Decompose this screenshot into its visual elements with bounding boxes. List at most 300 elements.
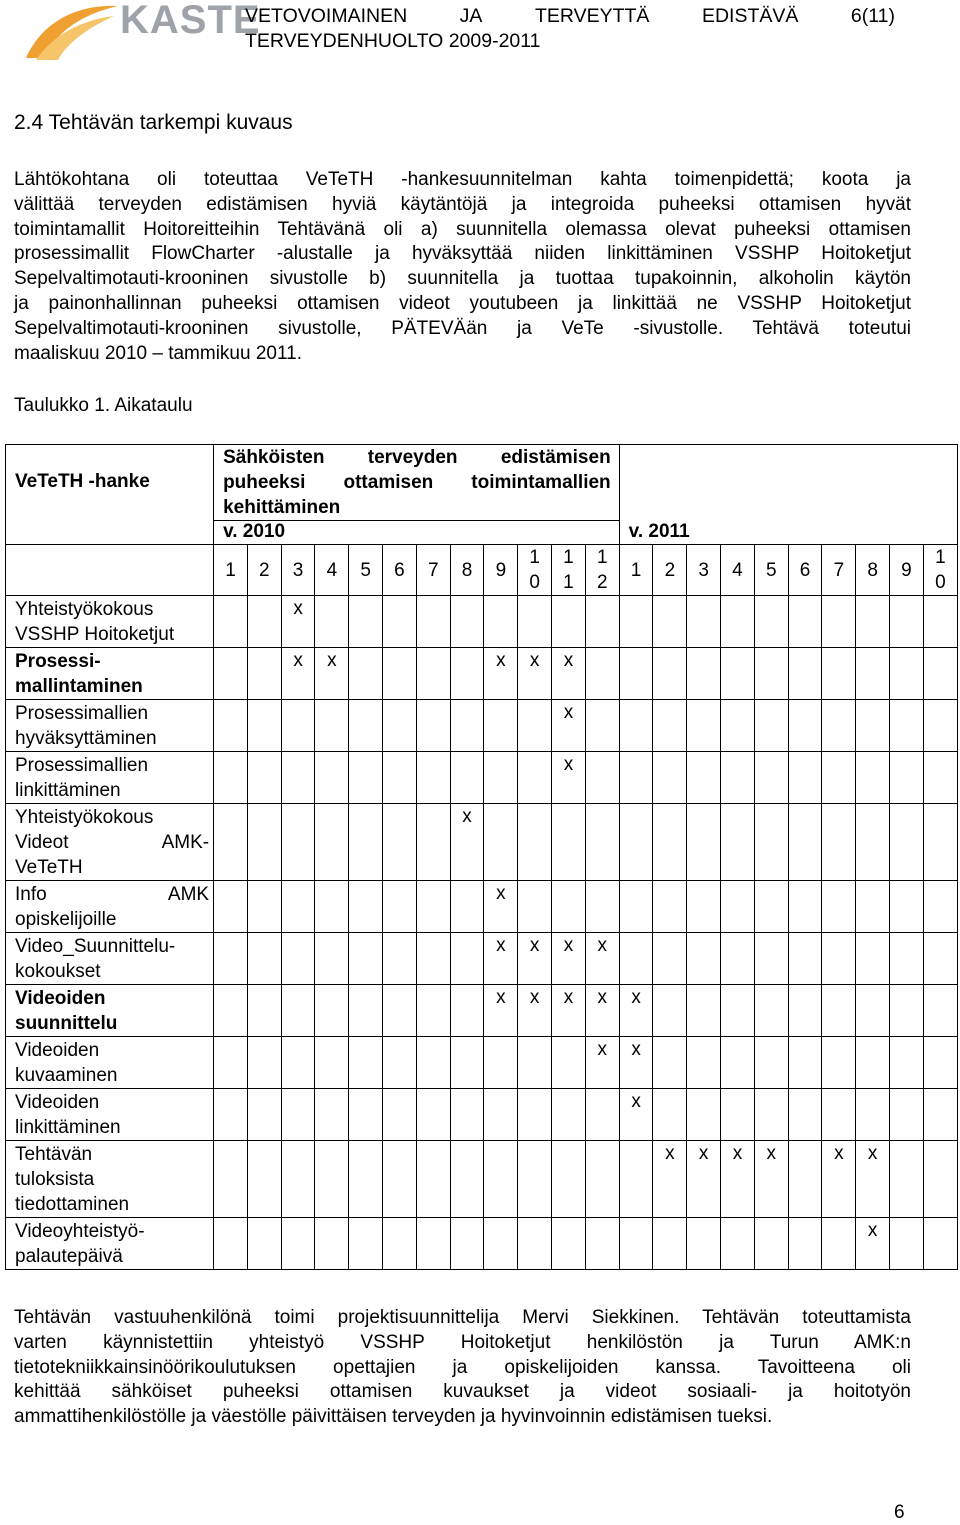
schedule-cell xyxy=(349,1089,383,1141)
activity-label-text: Videoiden xyxy=(15,988,106,1009)
schedule-cell xyxy=(484,985,518,1037)
schedule-cell xyxy=(281,596,315,648)
activity-label-line xyxy=(15,1244,209,1269)
month-digit: 2 xyxy=(258,559,270,581)
schedule-cell xyxy=(315,648,349,700)
schedule-cell xyxy=(349,933,383,985)
schedule-cell xyxy=(518,752,552,804)
month-digit: 5 xyxy=(765,559,777,581)
schedule-cell xyxy=(687,1037,721,1089)
activity-row xyxy=(6,933,958,985)
activity-label-text: AMK- xyxy=(161,832,210,853)
schedule-cell xyxy=(349,985,383,1037)
schedule-cell xyxy=(247,881,281,933)
activity-row xyxy=(6,1037,958,1089)
schedule-cell xyxy=(383,1141,417,1218)
activity-label-line xyxy=(15,701,209,726)
schedule-cell xyxy=(754,985,788,1037)
month-digit: 9 xyxy=(901,559,912,581)
schedule-cell xyxy=(518,804,552,881)
schedule-cell xyxy=(315,700,349,752)
schedule-cell xyxy=(754,596,788,648)
schedule-cell xyxy=(349,596,383,648)
schedule-cell xyxy=(890,1037,924,1089)
activity-label-line xyxy=(15,1192,209,1217)
schedule-cell xyxy=(619,752,653,804)
schedule-cell xyxy=(619,700,653,752)
activity-row xyxy=(6,700,958,752)
schedule-cell xyxy=(552,1141,586,1218)
schedule-cell xyxy=(754,881,788,933)
schedule-cell xyxy=(383,881,417,933)
schedule-cell xyxy=(349,752,383,804)
schedule-cell xyxy=(552,804,586,881)
schedule-cell xyxy=(619,596,653,648)
schedule-cell xyxy=(585,752,619,804)
schedule-cell xyxy=(416,596,450,648)
activity-label xyxy=(6,881,214,933)
paragraph-line: Tehtävän vastuuhenkilönä toimi projektisuunnittelija Mervi Siekkinen. Tehtävän toteuttamista xyxy=(14,1307,911,1328)
month-number xyxy=(281,545,315,596)
schedule-cell xyxy=(788,1218,822,1270)
schedule-cell xyxy=(788,1037,822,1089)
paragraph-line: Lähtökohtana oli toteuttaa VeTeTH -hankesuunnitelman kahta toimenpidettä; koota ja xyxy=(14,169,911,190)
activity-label-text: VSSHP Hoitoketjut xyxy=(15,624,175,645)
schedule-cell xyxy=(890,1218,924,1270)
schedule-cell xyxy=(687,700,721,752)
schedule-cell xyxy=(754,648,788,700)
schedule-cell xyxy=(484,1089,518,1141)
schedule-cell xyxy=(822,804,856,881)
month-number xyxy=(687,545,721,596)
schedule-mark: x xyxy=(698,1143,709,1164)
year-2010: v. 2010 xyxy=(214,521,620,545)
schedule-cell xyxy=(687,1218,721,1270)
month-header-empty xyxy=(6,545,214,596)
schedule-cell xyxy=(788,881,822,933)
schedule-mark: x xyxy=(293,650,303,671)
schedule-cell xyxy=(315,596,349,648)
schedule-cell xyxy=(856,881,890,933)
schedule-cell xyxy=(416,933,450,985)
activity-label xyxy=(6,1089,214,1141)
schedule-cell xyxy=(450,596,484,648)
schedule-cell xyxy=(484,648,518,700)
schedule-cell xyxy=(822,648,856,700)
schedule-cell xyxy=(653,985,687,1037)
schedule-cell xyxy=(653,1037,687,1089)
activity-label-text: Videoiden xyxy=(15,1092,100,1113)
schedule-cell xyxy=(247,1089,281,1141)
schedule-cell xyxy=(383,804,417,881)
schedule-cell xyxy=(450,985,484,1037)
activity-label-line xyxy=(15,830,209,855)
activity-label-line xyxy=(15,934,209,959)
schedule-cell xyxy=(788,700,822,752)
schedule-cell xyxy=(653,648,687,700)
schedule-cell xyxy=(383,933,417,985)
project-title-cell xyxy=(214,445,620,521)
schedule-cell xyxy=(518,933,552,985)
schedule-cell xyxy=(822,985,856,1037)
table-caption: Taulukko 1. Aikataulu xyxy=(14,395,193,416)
schedule-cell xyxy=(754,700,788,752)
hanke-label: VeTeTH -hanke xyxy=(6,445,214,545)
schedule-cell xyxy=(552,933,586,985)
schedule-cell xyxy=(653,596,687,648)
activity-label xyxy=(6,596,214,648)
schedule-cell xyxy=(416,985,450,1037)
month-number xyxy=(856,545,890,596)
schedule-cell xyxy=(450,1218,484,1270)
month-digit: 9 xyxy=(495,559,507,581)
schedule-cell xyxy=(315,933,349,985)
schedule-cell xyxy=(687,881,721,933)
schedule-cell xyxy=(754,1141,788,1218)
schedule-cell xyxy=(214,596,248,648)
paragraph-line: prosessimallit FlowCharter -alustalle ja hyväksyttää niiden linkittäminen VSSHP Hoitoketjut xyxy=(14,243,911,265)
schedule-cell xyxy=(890,933,924,985)
month-digit: 8 xyxy=(461,559,473,581)
schedule-mark: x xyxy=(597,1039,607,1060)
activity-label-line xyxy=(15,674,209,699)
schedule-cell xyxy=(923,933,957,985)
schedule-cell xyxy=(247,933,281,985)
schedule-cell xyxy=(247,596,281,648)
year-2011: v. 2011 xyxy=(619,521,957,545)
schedule-cell xyxy=(247,1141,281,1218)
month-number xyxy=(450,545,484,596)
schedule-cell xyxy=(687,648,721,700)
schedule-cell xyxy=(416,1037,450,1089)
schedule-cell xyxy=(585,596,619,648)
schedule-cell xyxy=(281,1037,315,1089)
schedule-cell xyxy=(721,804,755,881)
schedule-mark: x xyxy=(597,935,607,956)
month-number xyxy=(214,545,248,596)
activity-label-line xyxy=(15,907,209,932)
schedule-cell xyxy=(653,1141,687,1218)
activity-label-text: Videoyhteistyö- xyxy=(15,1221,145,1242)
month-digit: 2 xyxy=(596,572,608,593)
schedule-cell xyxy=(822,596,856,648)
paragraph-line: tietotekniikkainsinöörikoulutuksen opettajien ja opiskelijoiden kanssa. Tavoitteena oli xyxy=(14,1356,911,1378)
table-header-row xyxy=(6,445,958,521)
schedule-mark: x xyxy=(597,987,607,1008)
activity-label-text: Videoiden xyxy=(15,1040,100,1061)
schedule-cell xyxy=(349,1141,383,1218)
schedule-cell xyxy=(923,700,957,752)
schedule-cell xyxy=(247,1037,281,1089)
paragraph-line: välittää terveyden edistämisen hyviä käytäntöjä ja integroida puheeksi ottamisen hyvät xyxy=(14,193,911,215)
activity-label-line xyxy=(15,1090,209,1115)
schedule-mark: x xyxy=(563,987,574,1008)
schedule-cell xyxy=(721,648,755,700)
activity-row xyxy=(6,596,958,648)
activity-label-line xyxy=(15,649,209,674)
schedule-mark: x xyxy=(631,1039,641,1060)
schedule-cell xyxy=(247,700,281,752)
schedule-cell xyxy=(214,1037,248,1089)
schedule-cell xyxy=(619,1089,653,1141)
month-digit: 5 xyxy=(360,559,371,581)
activity-label-text: Prosessimallien xyxy=(15,703,149,724)
activity-label-text: mallintaminen xyxy=(15,676,143,697)
schedule-cell xyxy=(890,881,924,933)
schedule-mark: x xyxy=(732,1143,743,1164)
activity-label-text: linkittäminen xyxy=(15,1117,121,1138)
schedule-cell xyxy=(788,985,822,1037)
schedule-cell xyxy=(721,752,755,804)
schedule-cell xyxy=(619,1141,653,1218)
schedule-cell xyxy=(822,700,856,752)
activity-label-text: Info xyxy=(15,884,47,905)
activity-label-text: VeTeTH xyxy=(15,857,83,878)
schedule-cell xyxy=(383,1037,417,1089)
month-number xyxy=(349,545,383,596)
schedule-cell xyxy=(214,1218,248,1270)
schedule-mark: x xyxy=(563,650,574,671)
activity-label-text: tiedottaminen xyxy=(15,1194,130,1215)
schedule-cell xyxy=(788,933,822,985)
schedule-cell xyxy=(721,985,755,1037)
month-number xyxy=(890,545,924,596)
schedule-cell xyxy=(822,1218,856,1270)
schedule-mark: x xyxy=(529,650,540,671)
schedule-cell xyxy=(518,596,552,648)
schedule-cell xyxy=(721,1141,755,1218)
schedule-cell xyxy=(247,804,281,881)
schedule-cell xyxy=(687,752,721,804)
schedule-cell xyxy=(518,1089,552,1141)
schedule-cell xyxy=(653,933,687,985)
schedule-mark: x xyxy=(529,987,540,1008)
schedule-cell xyxy=(552,1218,586,1270)
activity-label-line xyxy=(15,1038,209,1063)
schedule-cell xyxy=(281,752,315,804)
schedule-mark: x xyxy=(293,598,303,619)
header-empty-cell xyxy=(619,445,957,521)
schedule-cell xyxy=(281,881,315,933)
activity-label-text: Tehtävän xyxy=(15,1144,93,1165)
month-number xyxy=(653,545,687,596)
schedule-cell xyxy=(923,1089,957,1141)
schedule-cell xyxy=(923,596,957,648)
schedule-cell xyxy=(788,1141,822,1218)
paragraph-line: ammattihenkilöstölle ja väestölle päivittäisen terveyden ja hyvinvoinnin edistämisen tueksi. xyxy=(14,1406,773,1428)
month-digit: 1 xyxy=(630,559,642,581)
schedule-cell xyxy=(890,804,924,881)
schedule-cell xyxy=(214,881,248,933)
activity-label-line xyxy=(15,1115,209,1140)
activity-label-line xyxy=(15,882,209,907)
schedule-cell xyxy=(788,752,822,804)
schedule-cell xyxy=(383,1218,417,1270)
activity-label xyxy=(6,752,214,804)
schedule-cell xyxy=(585,881,619,933)
activity-label xyxy=(6,933,214,985)
schedule-cell xyxy=(484,933,518,985)
schedule-cell xyxy=(484,1141,518,1218)
month-digit: 6 xyxy=(799,559,811,581)
schedule-cell xyxy=(484,752,518,804)
month-digit: 4 xyxy=(326,559,338,581)
activity-label-line xyxy=(15,778,209,803)
header-title-word: 6(11) xyxy=(850,5,895,27)
schedule-cell xyxy=(721,1218,755,1270)
month-number xyxy=(416,545,450,596)
schedule-cell xyxy=(822,752,856,804)
schedule-cell xyxy=(754,933,788,985)
activity-label-text: Prosessi- xyxy=(15,651,101,672)
schedule-cell xyxy=(450,881,484,933)
month-number xyxy=(822,545,856,596)
schedule-cell xyxy=(247,1218,281,1270)
schedule-cell xyxy=(754,752,788,804)
kaste-logo xyxy=(22,0,261,60)
activity-label-line xyxy=(15,986,209,1011)
schedule-mark: x xyxy=(631,987,641,1008)
activity-label-line xyxy=(15,622,209,647)
schedule-cell xyxy=(923,804,957,881)
schedule-cell xyxy=(450,700,484,752)
schedule-cell xyxy=(349,1218,383,1270)
activity-label-text: tuloksista xyxy=(15,1169,95,1190)
schedule-cell xyxy=(450,648,484,700)
schedule-cell xyxy=(687,985,721,1037)
activity-label-text: linkittäminen xyxy=(15,780,121,801)
header-title-word: TERVEYTTÄ xyxy=(534,5,650,27)
schedule-cell xyxy=(281,1089,315,1141)
schedule-cell xyxy=(552,1089,586,1141)
schedule-mark: x xyxy=(496,935,506,956)
schedule-cell xyxy=(315,1141,349,1218)
header-title-line1 xyxy=(245,4,895,29)
month-number xyxy=(619,545,653,596)
month-number xyxy=(552,545,586,596)
schedule-cell xyxy=(822,1037,856,1089)
schedule-cell xyxy=(856,1141,890,1218)
schedule-cell xyxy=(856,985,890,1037)
schedule-mark: x xyxy=(327,650,337,671)
schedule-cell xyxy=(450,1141,484,1218)
header-title-word: VETOVOIMAINEN xyxy=(245,5,408,27)
schedule-cell xyxy=(518,985,552,1037)
schedule-cell xyxy=(585,700,619,752)
activity-label xyxy=(6,985,214,1037)
schedule-mark: x xyxy=(496,987,506,1008)
month-digit: 1 xyxy=(563,547,574,568)
schedule-mark: x xyxy=(867,1220,878,1241)
activity-row xyxy=(6,648,958,700)
activity-label-line xyxy=(15,597,209,622)
schedule-cell xyxy=(349,648,383,700)
activity-label xyxy=(6,700,214,752)
schedule-cell xyxy=(349,700,383,752)
schedule-cell xyxy=(890,596,924,648)
activity-label-text: palautepäivä xyxy=(15,1246,123,1267)
activity-label-text: opiskelijoille xyxy=(15,909,117,930)
schedule-cell xyxy=(619,804,653,881)
schedule-cell xyxy=(687,1089,721,1141)
activity-label-text: Prosessimallien xyxy=(15,755,149,776)
month-digit: 1 xyxy=(596,547,608,568)
schedule-cell xyxy=(721,1037,755,1089)
activity-label xyxy=(6,1037,214,1089)
schedule-cell xyxy=(214,1089,248,1141)
schedule-cell xyxy=(822,933,856,985)
schedule-cell xyxy=(653,700,687,752)
logo-text: KASTE xyxy=(120,0,261,42)
schedule-cell xyxy=(214,752,248,804)
schedule-cell xyxy=(890,700,924,752)
activity-label xyxy=(6,1218,214,1270)
month-number xyxy=(247,545,281,596)
month-digit: 1 xyxy=(225,559,236,581)
month-digit: 0 xyxy=(935,572,946,593)
schedule-cell xyxy=(450,752,484,804)
activity-label-text: kokoukset xyxy=(15,961,101,982)
schedule-cell xyxy=(856,752,890,804)
activity-label-line xyxy=(15,855,209,880)
schedule-cell xyxy=(315,881,349,933)
schedule-cell xyxy=(281,700,315,752)
schedule-cell xyxy=(653,881,687,933)
schedule-cell xyxy=(754,1037,788,1089)
schedule-mark: x xyxy=(631,1091,641,1112)
schedule-cell xyxy=(653,1218,687,1270)
activity-label-text: Yhteistyökokous xyxy=(15,807,154,828)
activity-label-line xyxy=(15,726,209,751)
schedule-cell xyxy=(822,881,856,933)
activity-label-line xyxy=(15,1011,209,1036)
schedule-cell xyxy=(822,1089,856,1141)
schedule-cell xyxy=(856,804,890,881)
schedule-cell xyxy=(890,985,924,1037)
activity-label-text: kuvaaminen xyxy=(15,1065,118,1086)
schedule-mark: x xyxy=(563,702,574,723)
schedule-cell xyxy=(619,1037,653,1089)
schedule-cell xyxy=(856,648,890,700)
schedule-cell xyxy=(214,700,248,752)
section-heading: 2.4 Tehtävän tarkempi kuvaus xyxy=(14,111,293,134)
schedule-cell xyxy=(788,596,822,648)
schedule-cell xyxy=(416,700,450,752)
month-digit: 3 xyxy=(698,559,709,581)
schedule-cell xyxy=(315,752,349,804)
activity-label-line xyxy=(15,805,209,830)
schedule-cell xyxy=(383,752,417,804)
activity-row xyxy=(6,985,958,1037)
schedule-cell xyxy=(754,1218,788,1270)
schedule-cell xyxy=(518,648,552,700)
paragraph-line: maaliskuu 2010 – tammikuu 2011. xyxy=(14,342,302,364)
activity-label xyxy=(6,1141,214,1218)
schedule-cell xyxy=(552,648,586,700)
kaste-logo-mark-icon xyxy=(22,2,122,64)
schedule-cell xyxy=(552,596,586,648)
schedule-cell xyxy=(247,648,281,700)
month-digit: 7 xyxy=(833,559,845,581)
schedule-cell xyxy=(653,804,687,881)
schedule-cell xyxy=(754,1089,788,1141)
schedule-cell xyxy=(923,1141,957,1218)
activity-label-text: suunnittelu xyxy=(15,1013,118,1034)
schedule-mark: x xyxy=(529,935,540,956)
schedule-cell xyxy=(923,881,957,933)
schedule-cell xyxy=(416,1089,450,1141)
header-title-word: EDISTÄVÄ xyxy=(701,5,799,27)
